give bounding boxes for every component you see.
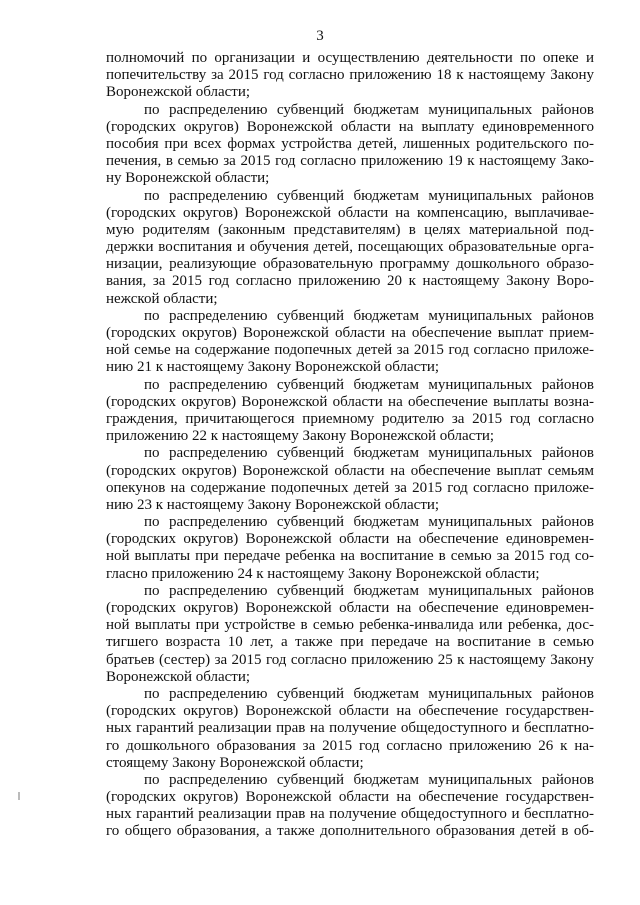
- text-line: держки воспитания и обучения детей, посещающих образовательные орга-: [106, 239, 594, 256]
- text-line: братьев (сестер) за 2015 год согласно приложению 25 к настоящему Закону: [106, 651, 594, 668]
- text-line: стоящему Закону Воронежской области;: [106, 754, 364, 771]
- body-text: [106, 50, 594, 841]
- text-line: (городских округов) Воронежской области на компенсацию, выплачивае-: [106, 204, 594, 221]
- text-line: низации, реализующие образовательную программу дошкольного образо-: [106, 256, 594, 273]
- text-line: по распределению субвенций бюджетам муниципальных районов: [144, 187, 594, 204]
- text-line: (городских округов) Воронежской области на обеспечение государствен-: [106, 703, 594, 720]
- text-line: (городских округов) Воронежской области на выплату единовременного: [106, 118, 594, 135]
- text-line: по распределению субвенций бюджетам муниципальных районов: [144, 771, 594, 788]
- text-line: Воронежской области;: [106, 668, 251, 685]
- text-line: (городских округов) Воронежской области на обеспечение выплаты возна-: [106, 393, 594, 410]
- text-line: попечительству за 2015 год согласно приложению 18 к настоящему Закону: [106, 67, 594, 84]
- text-line: по распределению субвенций бюджетам муниципальных районов: [144, 376, 594, 393]
- text-line: вания, за 2015 год согласно приложению 20 к настоящему Закону Воро-: [106, 273, 594, 290]
- text-line: опекунов на содержание подопечных детей за 2015 год согласно приложе-: [106, 479, 594, 496]
- text-line: Воронежской области;: [106, 84, 251, 101]
- text-line: го общего образования, а также дополнительного образования детей в об-: [106, 823, 594, 840]
- text-line: (городских округов) Воронежской области на обеспечение выплат семьям: [106, 462, 594, 479]
- text-line: полномочий по организации и осуществлению деятельности по опеке и: [106, 50, 594, 66]
- text-line: (городских округов) Воронежской области на обеспечение государствен-: [106, 789, 594, 806]
- text-line: ной выплаты при устройстве в семью ребенка-инвалида или ребенка, дос-: [106, 617, 594, 634]
- text-line: тигшего возраста 10 лет, а также при передаче на воспитание в семью: [106, 634, 594, 651]
- scan-mark: [18, 792, 20, 800]
- text-line: по распределению субвенций бюджетам муниципальных районов: [144, 514, 594, 531]
- text-line: по распределению субвенций бюджетам муниципальных районов: [144, 307, 594, 324]
- text-line: нию 21 к настоящему Закону Воронежской области;: [106, 359, 440, 376]
- text-line: ных гарантий реализации прав на получение общедоступного и бесплатно-: [106, 720, 594, 737]
- text-line: нежской области;: [106, 290, 218, 307]
- text-line: печения, в семью за 2015 год согласно приложению 19 к настоящему Зако-: [106, 153, 594, 170]
- text-line: ных гарантий реализации прав на получение общедоступного и бесплатно-: [106, 806, 594, 823]
- text-line: ну Воронежской области;: [106, 170, 270, 187]
- text-line: мую родителям (законным представителям) в целях материальной под-: [106, 221, 594, 238]
- page-number: 3: [316, 28, 324, 44]
- text-line: нию 23 к настоящему Закону Воронежской области;: [106, 496, 440, 513]
- text-line: го дошкольного образования за 2015 год согласно приложению 26 к на-: [106, 737, 594, 754]
- text-line: (городских округов) Воронежской области на обеспечение единовремен-: [106, 600, 594, 616]
- text-line: граждения, причитающегося приемному родителю за 2015 год согласно: [106, 410, 594, 427]
- text-line: ной семье на содержание подопечных детей за 2015 год согласно приложе-: [106, 342, 594, 359]
- text-line: ной выплаты при передаче ребенка на воспитание в семью за 2015 год со-: [106, 548, 594, 565]
- text-line: пособия при всех формах устройства детей, лишенных родительского по-: [106, 135, 594, 152]
- text-line: (городских округов) Воронежской области на обеспечение единовремен-: [106, 531, 594, 548]
- text-line: приложению 22 к настоящему Закону Воронежской области;: [106, 428, 495, 445]
- text-line: гласно приложению 24 к настоящему Закону Воронежской области;: [106, 565, 540, 582]
- text-line: по распределению субвенций бюджетам муниципальных районов: [144, 685, 594, 702]
- text-line: (городских округов) Воронежской области на обеспечение выплат прием-: [106, 325, 594, 341]
- text-line: по распределению субвенций бюджетам муниципальных районов: [144, 445, 594, 462]
- text-line: по распределению субвенций бюджетам муниципальных районов: [144, 582, 594, 599]
- text-line: по распределению субвенций бюджетам муниципальных районов: [144, 101, 594, 118]
